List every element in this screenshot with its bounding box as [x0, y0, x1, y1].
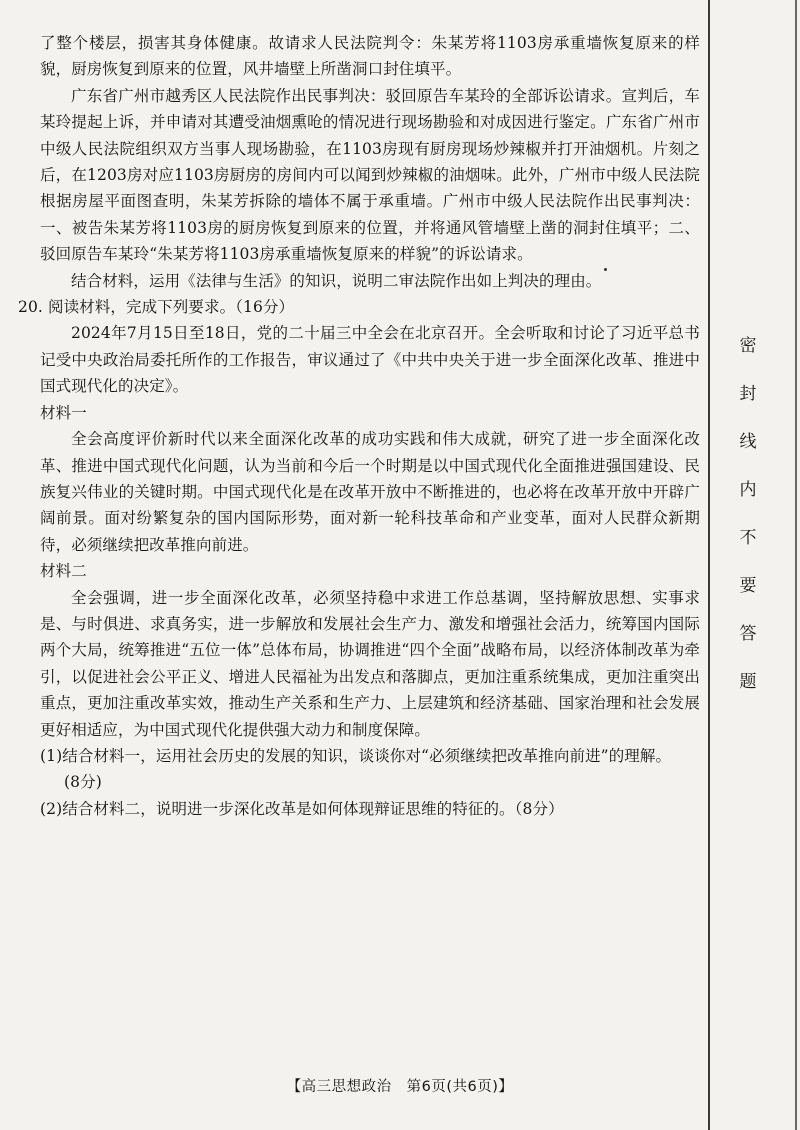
sub-question-1: (1)结合材料一，运用社会历史的发展的知识，谈谈你对“必须继续把改革推向前进”的理解。 — [40, 746, 672, 765]
seal-char: 要 — [739, 576, 757, 596]
material-2-text: 全会强调，进一步全面深化改革，必须坚持稳中求进工作总基调，坚持解放思想、实事求是、与时俱进、求真务实，进一步解放和发展社会生产力、激发和增强社会活力，统筹国内国际两个大局，统筹推进“五位一体”总体布局，协调推进“四个全面”战略布局，以经济体制改革为牵引，以促进社会公平正义、增进人民福祉为出发点和落脚点，更加注重系统集成，更加注重突出重点，更加注重改革实效，推动生产关系和生产力、上层建筑和经济基础、国家治理和社会发展更好相适应，为中国式现代化提供强大动力和制度保障。 — [40, 588, 700, 739]
page-edge-line — [795, 0, 797, 1130]
paragraph-continuation: 了整个楼层，损害其身体健康。故请求人民法院判令：朱某芳将1103房承重墙恢复原来的样貌，厨房恢复到原来的位置，风井墙壁上所凿洞口封住填平。 — [40, 34, 700, 79]
seal-line-notice — [735, 338, 761, 722]
page-content — [18, 30, 700, 822]
seal-char: 答 — [739, 624, 757, 644]
paragraph-court-ruling: 广东省广州市越秀区人民法院作出民事判决：驳回原告车某玲的全部诉讼请求。宣判后，车某玲提起上诉，并申请对其遭受油烟熏呛的情况进行现场勘验和对成因进行鉴定。广东省广州市中级人民法院组织双方当事人现场勘验，在1103房现有厨房现场炒辣椒并打开油烟机。片刻之后，在1203房对应1103房厨房的房间内可以闻到炒辣椒的油烟味。此外，广州市中级人民法院根据房屋平面图查明，朱某芳拆除的墙体不属于承重墙。广州市中级人民法院作出民事判决：一、被告朱某芳将1103房的厨房恢复到原来的位置，并将通风管墙壁上凿的洞封住填平；二、驳回原告车某玲“朱某芳将1103房承重墙恢复原来的样貌”的诉讼请求。 — [40, 86, 700, 264]
question-20-heading: 20. 阅读材料，完成下列要求。（16分） — [18, 298, 295, 317]
question-20-intro: 2024年7月15日至18日，党的二十届三中全会在北京召开。全会听取和讨论了习近平总书记受中央政治局委托所作的工作报告，审议通过了《中共中央关于进一步全面深化改革、推进中国式现代化的决定》。 — [40, 324, 700, 396]
material-1-text: 全会高度评价新时代以来全面深化改革的成功实践和伟大成就，研究了进一步全面深化改革、推进中国式现代化问题，认为当前和今后一个时期是以中国式现代化全面推进强国建设、民族复兴伟业的关键时期。中国式现代化是在改革开放中不断推进的，也必将在改革开放中开辟广阔前景。面对纷繁复杂的国内国际形势，面对新一轮科技革命和产业变革，面对人民群众新期待，必须继续把改革推向前进。 — [40, 430, 700, 554]
sub-question-1-score: (8分) — [64, 773, 102, 792]
material-1-label: 材料一 — [40, 403, 87, 422]
seal-char: 题 — [739, 672, 757, 692]
seal-char: 线 — [739, 432, 757, 452]
seal-char: 不 — [739, 528, 757, 548]
seal-char: 封 — [739, 384, 757, 404]
page-footer: 【高三思想政治 第6页(共6页)】 — [286, 1079, 514, 1095]
seal-char: 密 — [739, 336, 757, 356]
question-19-prompt: 结合材料，运用《法律与生活》的知识，说明二审法院作出如上判决的理由。 — [71, 271, 602, 290]
material-2-label: 材料二 — [40, 562, 87, 581]
sub-question-2: (2)结合材料二，说明进一步深化改革是如何体现辩证思维的特征的。（8分） — [40, 799, 564, 818]
seal-char: 内 — [739, 480, 757, 500]
seal-line — [708, 0, 710, 1130]
stray-dot — [604, 268, 607, 271]
